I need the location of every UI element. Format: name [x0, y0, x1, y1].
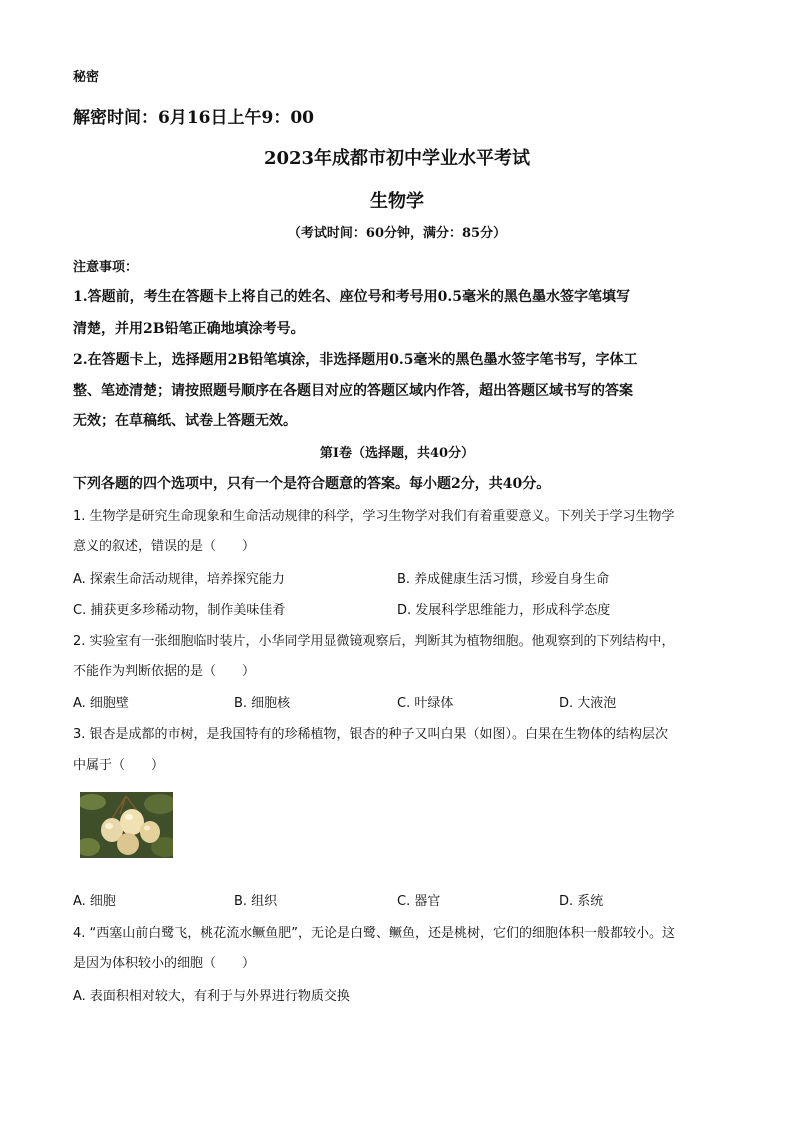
note-2-line-2: 整、笔迹清楚；请按照题号顺序在各题目对应的答题区域内作答，超出答题区域书写的答案 [73, 383, 633, 399]
question-1-option-c: C. 捕获更多珍稀动物，制作美味佳肴 [73, 603, 286, 618]
section-instruction: 下列各题的四个选项中，只有一个是符合题意的答案。每小题2分，共40分。 [73, 476, 551, 492]
question-2-option-d: D. 大液泡 [559, 696, 617, 711]
question-2-option-c: C. 叶绿体 [397, 696, 454, 711]
note-2-line-3: 无效；在草稿纸、试卷上答题无效。 [73, 413, 297, 429]
question-2-option-b: B. 细胞核 [234, 696, 291, 711]
question-4-line-1: 4. “西塞山前白鹭飞，桃花流水鳜鱼肥”，无论是白鹭、鳜鱼，还是桃树，它们的细胞体积一般都较小。这 [73, 926, 676, 941]
exam-info: （考试时间：60分钟，满分：85分） [287, 226, 507, 241]
question-3-option-c: C. 器官 [397, 894, 441, 909]
ginkgo-seeds-image [80, 792, 173, 858]
exam-subject: 生物学 [370, 191, 424, 212]
question-1-line-1: 1. 生物学是研究生命现象和生命活动规律的科学，学习生物学对我们有着重要意义。下列关于学习生物学 [73, 509, 675, 524]
question-3-option-b: B. 组织 [234, 894, 278, 909]
question-3-line-1: 3. 银杏是成都的市树，是我国特有的珍稀植物，银杏的种子又叫白果（如图）。白果在生物体的结构层次 [73, 727, 669, 742]
note-1-line-1: 1.答题前，考生在答题卡上将自己的姓名、座位号和考号用0.5毫米的黑色墨水签字笔填写 [73, 289, 630, 305]
ginkgo-seeds-illustration [80, 792, 173, 858]
section-title: 第I卷（选择题，共40分） [319, 446, 475, 461]
question-1-option-b: B. 养成健康生活习惯，珍爱自身生命 [397, 572, 610, 587]
question-3-option-a: A. 细胞 [73, 894, 116, 909]
question-1-option-d: D. 发展科学思维能力，形成科学态度 [397, 603, 611, 618]
question-2-line-2: 不能作为判断依据的是（ ） [73, 664, 256, 679]
header-unseal-time: 解密时间：6月16日上午9：00 [73, 108, 314, 128]
question-3-line-2: 中属于（ ） [73, 758, 165, 773]
note-1-line-2: 清楚，并用2B铅笔正确地填涂考号。 [73, 321, 305, 337]
question-2-option-a: A. 细胞壁 [73, 696, 129, 711]
header-secret: 秘密 [73, 70, 100, 85]
note-2-line-1: 2.在答题卡上，选择题用2B铅笔填涂，非选择题用0.5毫米的黑色墨水签字笔书写，字体工 [73, 352, 638, 368]
question-1-line-2: 意义的叙述，错误的是（ ） [73, 539, 256, 554]
question-4-option-a: A. 表面积相对较大，有利于与外界进行物质交换 [73, 989, 350, 1004]
question-4-line-2: 是因为体积较小的细胞（ ） [73, 956, 256, 971]
notes-heading: 注意事项： [73, 260, 139, 275]
question-3-option-d: D. 系统 [559, 894, 604, 909]
exam-title: 2023年成都市初中学业水平考试 [263, 148, 531, 169]
question-2-line-1: 2. 实验室有一张细胞临时装片，小华同学用显微镜观察后，判断其为植物细胞。他观察到的下列结构中， [73, 634, 675, 649]
question-1-option-a: A. 探索生命活动规律，培养探究能力 [73, 572, 285, 587]
